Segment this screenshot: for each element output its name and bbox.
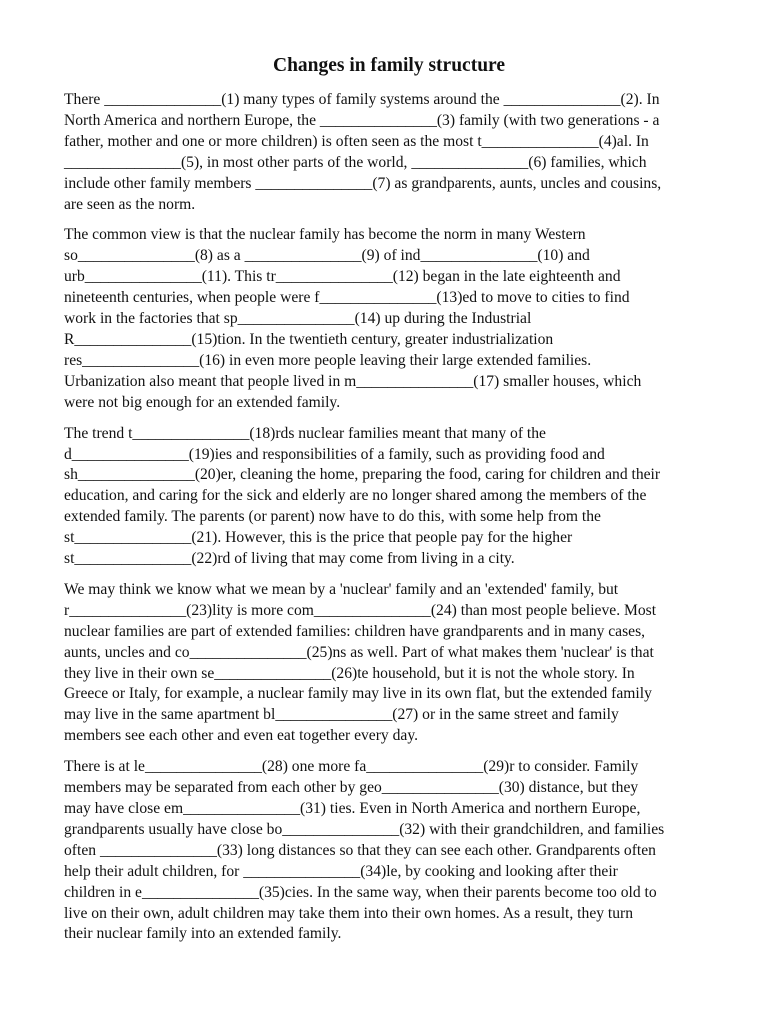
paragraph-1: There _______________(1) many types of family systems around the _______________(2). In North America and northern Europe, the _______________(3) family (with two generations - a father, mother and one or more children) is often seen as the most t_______________(4)al. In _______________(5), in most other parts of the world, _______________(6) families, which include other family members _______________(7) as grandparents, aunts, uncles and cousins, are seen as the norm. [64,91,662,213]
paragraph-4: We may think we know what we mean by a 'nuclear' family and an 'extended' family, but r_______________(23)lity is more com_______________(24) than most people believe. Most nuclear families are part of extended families: children have grandparents and in many cases, aunts, uncles and co_______________(25)ns as well. Part of what makes them 'nuclear' is that they live in their own se_______________(26)te household, but it is not the whole story. In Greece or Italy, for example, a nuclear family may live in its own flat, but the extended family may live in the same apartment bl_______________(27) or in the same street and family members see each other and even eat together every day. [64,580,657,745]
paragraph-5: There is at le_______________(28) one more fa_______________(29)r to consider. Family members may be separated from each other by geo_______________(30) distance, but they may have close em_______________(31) ties. Even in North America and northern Europe, grandparents usually have close bo_______________(32) with their grandchildren, and families often _______________(33) long distances so that they can see each other. Grandparents often help their adult children, for _______________(34)le, by cooking and looking after their children in e_______________(35)cies. In the same way, when their parents become too old to live on their own, adult children may take them into their own homes. As a result, they turn their nuclear family into an extended family. [64,758,665,943]
paragraph-2: The common view is that the nuclear family has become the norm in many Western so_______________(8) as a _______________(9) of ind_______________(10) and urb_______________(11). This tr_______________(12) began in the late eighteenth and nineteenth centuries, when people were f_______________(13)ed to move to cities to find work in the factories that sp_______________(14) up during the Industrial R_______________(15)tion. In the twentieth century, greater industrialization res_______________(16) in even more people leaving their large extended families. Urbanization also meant that people lived in m_______________(17) smaller houses, which were not big enough for an extended family. [64,226,642,411]
worksheet-page [64,54,714,955]
paragraph-3: The trend t_______________(18)rds nuclear families meant that many of the d_______________(19)ies and responsibilities of a family, such as providing food and sh_______________(20)er, cleaning the home, preparing the food, caring for children and their education, and caring for the sick and elderly are no longer shared among the members of the extended family. The parents (or parent) now have to do this, with some help from the st_______________(21). However, this is the price that people pay for the higher st_______________(22)rd of living that may come from living in a city. [64,424,661,568]
page-title: Changes in family structure [272,55,505,76]
